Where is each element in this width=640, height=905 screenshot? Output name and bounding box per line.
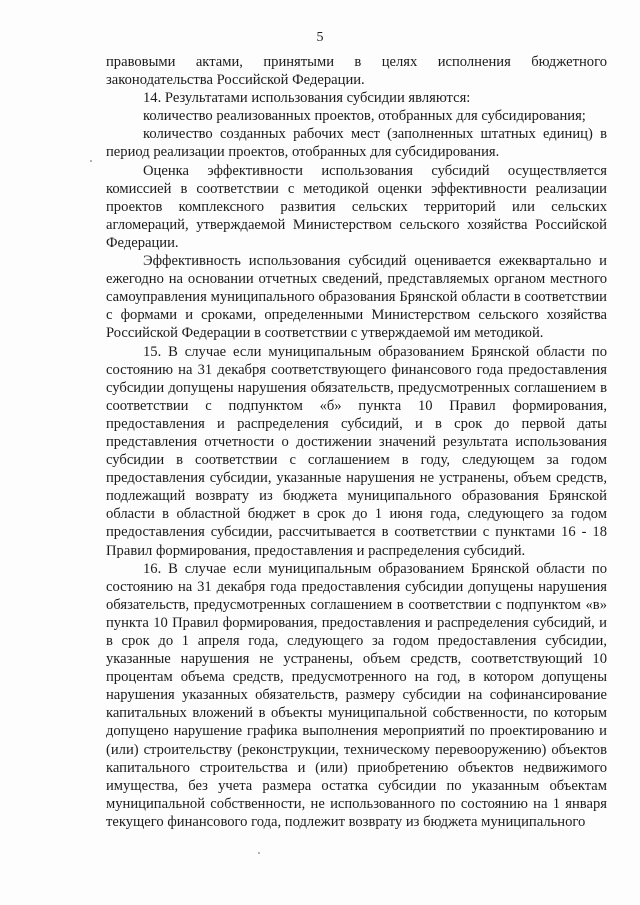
scan-speck <box>90 160 92 162</box>
scan-speck <box>258 852 260 854</box>
page-number: 5 <box>316 30 324 45</box>
paragraph-result-jobs: количество созданных рабочих мест (заполненных штатных единиц) в период реализации проектов, отобранных для субсидирования. <box>106 126 607 161</box>
paragraph-result-projects: количество реализованных проектов, отобранных для субсидирования; <box>143 108 586 125</box>
paragraph-item-16: 16. В случае если муниципальным образованием Брянской области по состоянию на 31 декабря года предоставления субсидии допущены нарушения обязательств, предусмотренных соглашением в соответствии с подпунктом «в» пункта 10 Правил формирования, предоставления и распределения субсидий, и в срок до 1 апреля года, следующего за годом предоставления субсидии, указанные нарушения не устранены, объем средств, соответствующий 10 процентам объема средств, предусмотренного на год, в котором допущены нарушения указанных обязательств, размеру субсидии на софинансирование капитальных вложений в объекты муниципальной собственности, по которым допущено нарушение графика выполнения мероприятий по проектированию и (или) строительству (реконструкции, техническому перевооружению) объектов капитального строительства и (или) приобретению объектов недвижимого имущества, без учета размера остатка субсидии по указанным объектам муниципальной собственности, не использованного по состоянию на 1 января текущего финансового года, подлежит возврату из бюджета муниципального <box>106 560 607 830</box>
paragraph-item-15: 15. В случае если муниципальным образованием Брянской области по состоянию на 31 декабря соответствующего финансового года предоставления субсидии допущены нарушения обязательств, предусмотренных соглашением в соответствии с подпунктом «б» пункта 10 Правил формирования, предоставления и распределения субсидий, и в срок до первой даты представления отчетности о достижении значений результата использования субсидии в соответствии с соглашением в году, следующем за годом предоставления субсидии, указанные нарушения не устранены, объем средств, подлежащий возврату из бюджета муниципального образования Брянской области в областной бюджет в срок до 1 июня года, следующего за годом предоставления субсидии, рассчитывается в соответствии с пунктами 16 - 18 Правил формирования, предоставления и распределения субсидий. <box>106 343 607 559</box>
paragraph-item-14: 14. Результатами использования субсидии являются: <box>143 90 471 107</box>
paragraph-efficiency: Эффективность использования субсидий оценивается ежеквартально и ежегодно на основании отчетных сведений, представляемых органом местного самоуправления муниципального образования Брянской области в соответствии с формами и сроками, определенными Министерством сельского хозяйства Российской Федерации в соответствии с утверждаемой им методикой. <box>106 253 607 342</box>
paragraph-continuation: правовыми актами, принятыми в целях исполнения бюджетного законодательства Российской Федерации. <box>106 54 607 89</box>
paragraph-evaluation: Оценка эффективности использования субсидий осуществляется комиссией в соответствии с методикой оценки эффективности реализации проектов комплексного развития сельских территорий или сельских агломераций, утверждаемой Министерством сельского хозяйства Российской Федерации. <box>106 162 607 251</box>
document-body <box>106 53 607 831</box>
